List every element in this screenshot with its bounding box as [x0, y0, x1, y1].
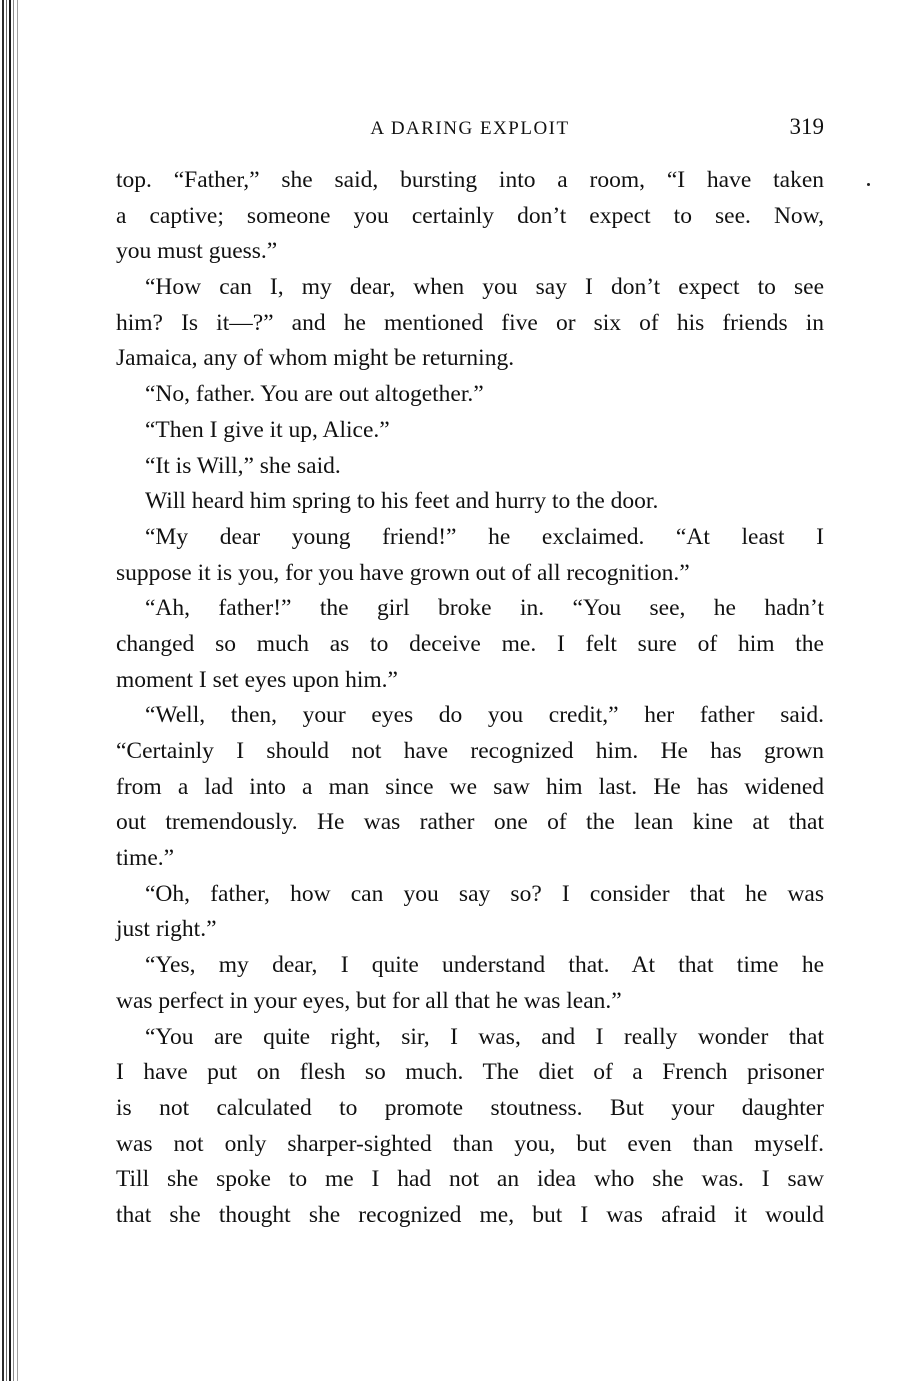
text-line: “You are quite right, sir, I was, and I really wonder that — [145, 1023, 824, 1050]
running-header — [116, 116, 824, 142]
text-line: is not calculated to promote stoutness. But your daughter — [116, 1094, 824, 1121]
stray-ink-mark — [867, 183, 870, 186]
page-gutter-edge — [0, 0, 24, 1381]
text-line: that she thought she recognized me, but I was afraid it would — [116, 1201, 824, 1228]
text-line: was perfect in your eyes, but for all that he was lean.” — [116, 987, 622, 1014]
text-line: “Oh, father, how can you say so? I consider that he was — [145, 880, 824, 907]
text-line: Till she spoke to me I had not an idea who she was. I saw — [116, 1166, 824, 1193]
text-line: Jamaica, any of whom might be returning. — [116, 345, 515, 372]
text-line: “Yes, my dear, I quite understand that. At that time he — [145, 952, 824, 979]
text-line: you must guess.” — [116, 238, 278, 265]
text-line: a captive; someone you certainly don’t expect to see. Now, — [116, 202, 824, 229]
body-text — [116, 163, 824, 1234]
text-line: “Well, then, your eyes do you credit,” her father said. — [145, 702, 824, 729]
running-title: A DARING EXPLOIT — [370, 118, 570, 139]
text-line: “Certainly I should not have recognized him. He has grown — [116, 738, 824, 764]
text-line: top. “Father,” she said, bursting into a room, “I have taken — [116, 167, 824, 193]
text-line: was not only sharper-sighted than you, but even than myself. — [116, 1130, 824, 1157]
text-line: suppose it is you, for you have grown out of all recognition.” — [116, 559, 690, 586]
text-line: changed so much as to deceive me. I felt sure of him the — [116, 630, 824, 657]
text-line: “Ah, father!” the girl broke in. “You see, he hadn’t — [145, 595, 824, 622]
text-line: from a lad into a man since we saw him last. He has widened — [116, 773, 824, 800]
text-line: “How can I, my dear, when you say I don’t expect to see — [145, 274, 824, 301]
text-line: time.” — [116, 845, 175, 872]
text-line: Will heard him spring to his feet and hurry to the door. — [145, 488, 659, 515]
text-line: moment I set eyes upon him.” — [116, 666, 398, 693]
text-line: I have put on flesh so much. The diet of a French prisoner — [116, 1059, 824, 1086]
text-line: just right.” — [116, 916, 217, 943]
text-line: “Then I give it up, Alice.” — [145, 416, 390, 443]
text-line: him? Is it—?” and he mentioned five or six of his friends in — [116, 309, 824, 336]
text-line: out tremendously. He was rather one of the lean kine at that — [116, 809, 824, 836]
page-number: 319 — [789, 114, 824, 139]
text-line: “It is Will,” she said. — [145, 452, 341, 479]
text-line: “No, father. You are out altogether.” — [145, 381, 484, 408]
text-line: “My dear young friend!” he exclaimed. “At least I — [145, 523, 824, 550]
